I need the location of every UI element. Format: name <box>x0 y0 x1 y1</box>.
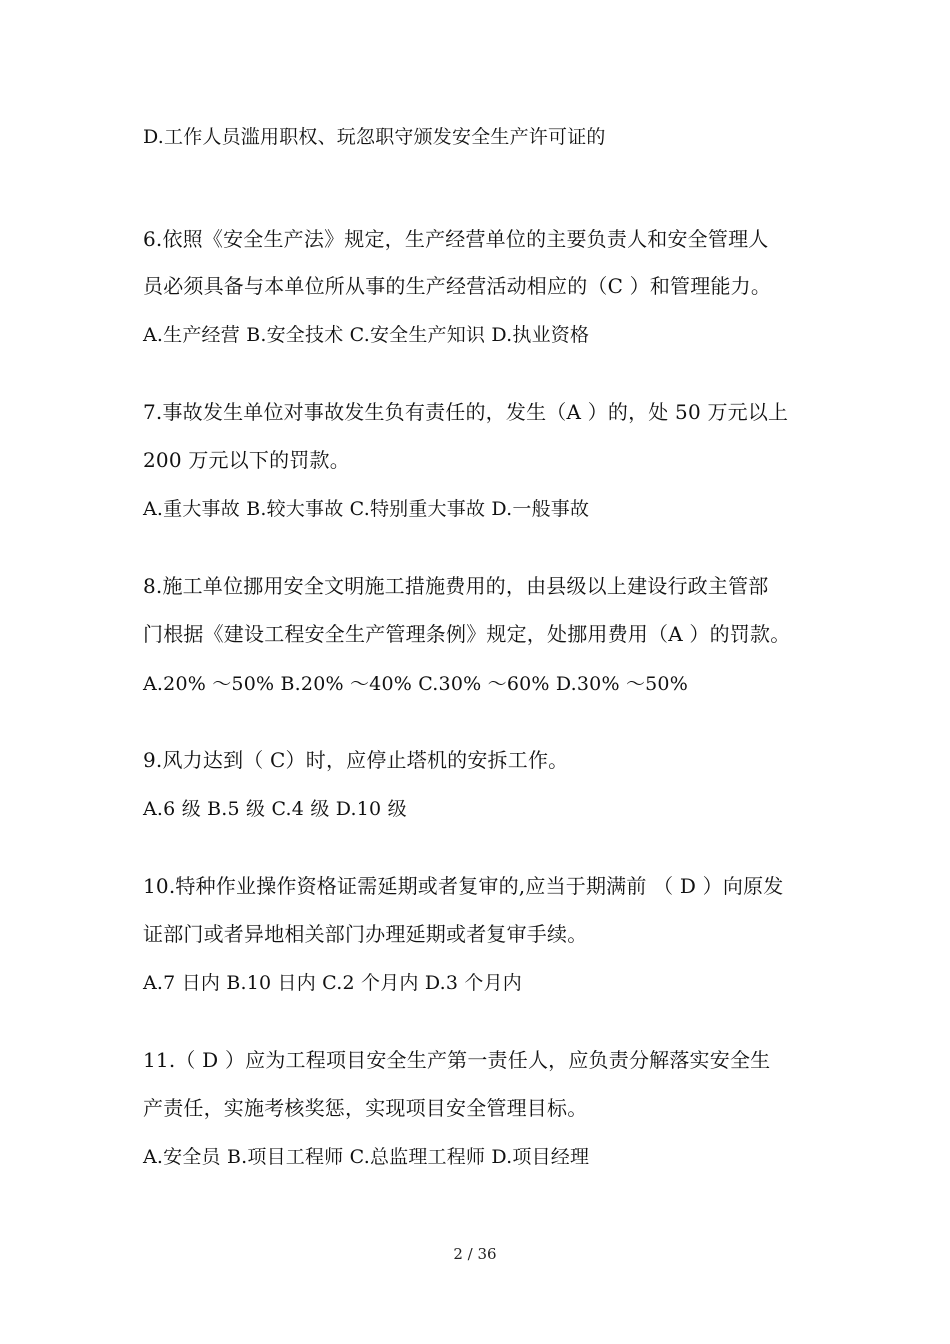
question-11-line-2: 产责任，实施考核奖惩，实现项目安全管理目标。 <box>143 1096 588 1120</box>
question-8-options: A.20% ～50% B.20% ～40% C.30% ～60% D.30% ～50% <box>143 673 688 695</box>
question-6-line-1: 6.依照《安全生产法》规定，生产经营单位的主要负责人和安全管理人 <box>143 227 769 251</box>
question-7-line-1: 7.事故发生单位对事故发生负有责任的，发生（A ）的，处 50 万元以上 <box>143 400 789 424</box>
question-9-line-1: 9.风力达到（ C）时，应停止塔机的安拆工作。 <box>143 748 569 772</box>
question-8-line-2: 门根据《建设工程安全生产管理条例》规定，处挪用费用（A ）的罚款。 <box>143 622 791 646</box>
question-9-options: A.6 级 B.5 级 C.4 级 D.10 级 <box>143 798 407 820</box>
question-6-line-2: 员必须具备与本单位所从事的生产经营活动相应的（C ）和管理能力。 <box>143 274 772 298</box>
page-number: 2 / 36 <box>453 1245 497 1263</box>
question-7-options: A.重大事故 B.较大事故 C.特别重大事故 D.一般事故 <box>143 498 590 520</box>
question-10-options: A.7 日内 B.10 日内 C.2 个月内 D.3 个月内 <box>143 972 522 994</box>
question-10-line-1: 10.特种作业操作资格证需延期或者复审的,应当于期满前 （ D ）向原发 <box>143 874 784 898</box>
question-8-line-1: 8.施工单位挪用安全文明施工措施费用的，由县级以上建设行政主管部 <box>143 574 769 598</box>
question-6-options: A.生产经营 B.安全技术 C.安全生产知识 D.执业资格 <box>143 324 590 346</box>
question-7-line-2: 200 万元以下的罚款。 <box>143 448 350 472</box>
question-10-line-2: 证部门或者异地相关部门办理延期或者复审手续。 <box>143 922 588 946</box>
question-11-options: A.安全员 B.项目工程师 C.总监理工程师 D.项目经理 <box>143 1146 590 1168</box>
question-5-option-d: D.工作人员滥用职权、玩忽职守颁发安全生产许可证的 <box>143 126 606 148</box>
question-11-line-1: 11.（ D ）应为工程项目安全生产第一责任人，应负责分解落实安全生 <box>143 1048 771 1072</box>
